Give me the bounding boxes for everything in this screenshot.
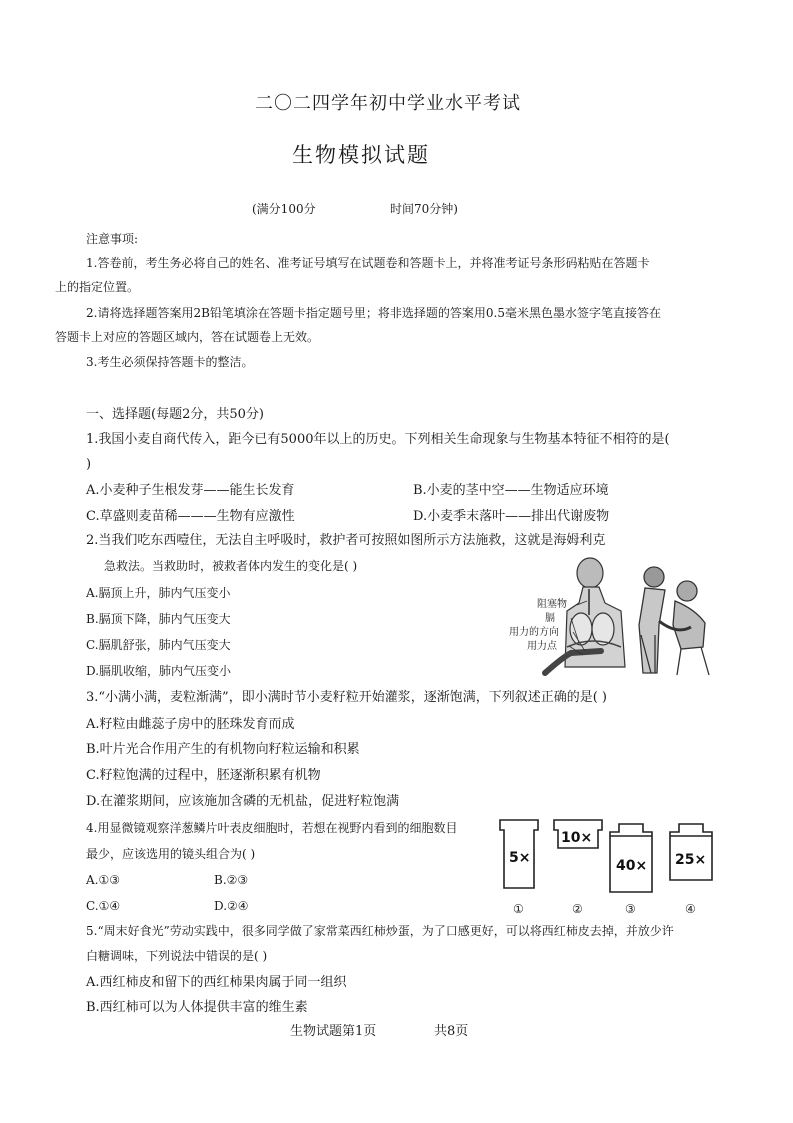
q2-stem-line-2: 急救法。当救助时，被救者体内发生的变化是( )	[104, 559, 358, 573]
q4-option-a: A.①③	[86, 873, 120, 887]
q5-stem-line-2: 白糖调味，下列说法中错误的是( )	[86, 949, 268, 963]
q5-stem-line-1: 5.“周末好食光”劳动实践中，很多同学做了家常菜西红柿炒蛋，为了口感更好，可以将西红柿皮去掉，并放少许	[86, 924, 674, 938]
lens-figure	[492, 818, 724, 918]
q4-option-c: C.①④	[86, 899, 121, 913]
victim-figure	[659, 581, 709, 675]
lens-2-number: ②	[572, 902, 583, 916]
note-3: 3.考生必须保持答题卡的整洁。	[86, 355, 254, 369]
q2-option-c: C.膈肌舒张，肺内气压变大	[86, 638, 231, 652]
q4-option-b: B.②③	[214, 873, 249, 887]
lens-4-mag: 25×	[675, 852, 707, 868]
q3-stem: 3.“小满小满，麦粒渐满”，即小满时节小麦籽粒开始灌浆，逐渐饱满，下列叙述正确的是( )	[86, 690, 607, 705]
q2-option-d: D.膈肌收缩，肺内气压变小	[86, 664, 232, 678]
torso-cross-section	[545, 558, 625, 673]
lens-4-number: ④	[685, 902, 696, 916]
q2-stem-line-1: 2.当我们吃东西噎住，无法自主呼吸时，救护者可按照如图所示方法施救，这就是海姆利克	[86, 533, 606, 548]
fig-label-diaphragm: 膈	[545, 613, 555, 624]
heimlich-figure	[505, 555, 720, 677]
note-2-line-1: 2.请将选择题答案用2B铅笔填涂在答题卡指定题号里；将非选择题的答案用0.5毫米黑色墨水签字笔直接答在	[86, 306, 661, 320]
q1-option-a: A.小麦种子生根发芽——能生长发育	[86, 483, 295, 498]
q2-option-a: A.膈顶上升，肺内气压变小	[86, 586, 231, 600]
q3-option-c: C.籽粒饱满的过程中，胚逐渐积累有机物	[86, 768, 321, 783]
q3-option-b: B.叶片光合作用产生的有机物向籽粒运输和积累	[86, 742, 360, 757]
full-score: (满分100分	[252, 202, 316, 216]
q1-option-b: B.小麦的茎中空——生物适应环境	[413, 483, 609, 498]
q3-option-a: A.籽粒由雌蕊子房中的胚珠发育而成	[86, 717, 295, 732]
q1-option-c: C.草盛则麦苗稀———生物有应激性	[86, 509, 295, 524]
note-1-line-1: 1.答卷前，考生务必将自己的姓名、准考证号填写在试题卷和答题卡上，并将准考证号条形码粘贴在答题卡	[86, 256, 650, 270]
rescuer-figure	[639, 567, 665, 673]
fig-label-obstruction: 阻塞物	[537, 599, 567, 610]
q4-stem-line-2: 最少，应该选用的镜头组合为( )	[86, 847, 256, 861]
q1-option-d: D.小麦季末落叶——排出代谢废物	[413, 509, 610, 524]
q4-stem-line-1: 4.用显微镜观察洋葱鳞片叶表皮细胞时，若想在视野内看到的细胞数目	[86, 821, 458, 835]
q3-option-d: D.在灌浆期间，应该施加含磷的无机盐，促进籽粒饱满	[86, 794, 400, 809]
note-2-line-2: 答题卡上对应的答题区域内，答在试题卷上无效。	[55, 330, 320, 344]
lens-1-number: ①	[513, 902, 524, 916]
q4-option-d: D.②④	[214, 899, 249, 913]
fig-label-force-direction: 用力的方向	[509, 627, 559, 638]
time-limit: 时间70分钟)	[390, 202, 458, 216]
q5-option-b: B.西红柿可以为人体提供丰富的维生素	[86, 1000, 308, 1015]
page-number: 生物试题第1页	[290, 1024, 377, 1039]
lens-3-number: ③	[625, 902, 636, 916]
q2-option-b: B.膈顶下降，肺内气压变大	[86, 612, 231, 626]
note-1-line-2: 上的指定位置。	[55, 280, 140, 294]
lens-2-mag: 10×	[561, 830, 593, 846]
exam-subtitle: 生物模拟试题	[292, 143, 430, 167]
q5-option-a: A.西红柿皮和留下的西红柿果肉属于同一组织	[86, 975, 347, 990]
q1-stem-line-2: )	[86, 457, 92, 472]
lens-3-mag: 40×	[616, 858, 648, 874]
fig-label-force-point: 用力点	[527, 641, 557, 652]
q1-stem-line-1: 1.我国小麦自商代传入，距今已有5000年以上的历史。下列相关生命现象与生物基本特征不相符的是(	[86, 432, 670, 447]
notes-heading: 注意事项:	[86, 232, 139, 246]
lens-1-mag: 5×	[509, 850, 531, 866]
page-total: 共8页	[434, 1024, 469, 1039]
section-heading: 一、选择题(每题2分，共50分)	[86, 407, 264, 422]
exam-title: 二〇二四学年初中学业水平考试	[255, 93, 521, 114]
